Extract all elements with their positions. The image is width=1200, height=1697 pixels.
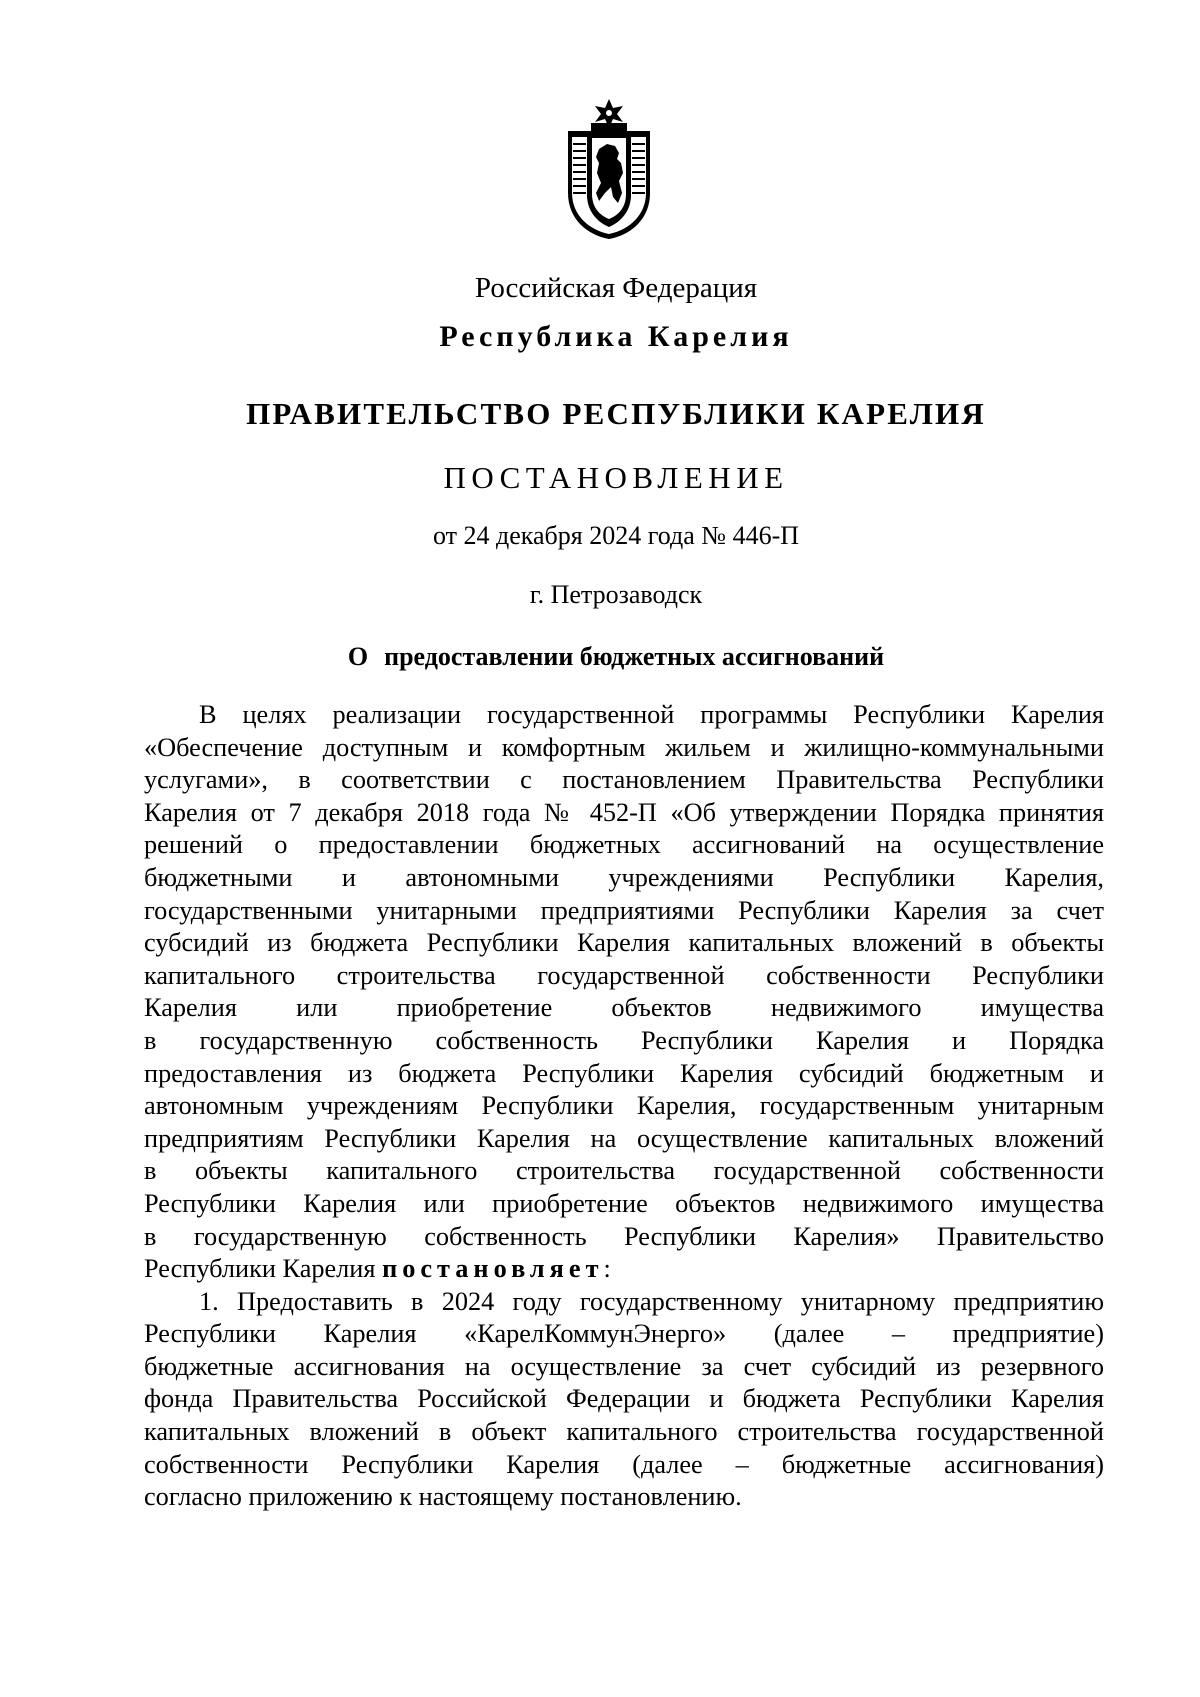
republic-name: Республика Карелия xyxy=(439,320,793,353)
decrees-colon: : xyxy=(603,1254,611,1284)
preamble-closing-text: Республики Карелия xyxy=(144,1254,376,1284)
preamble-line: В целях реализации государственной программы Республики Карелия xyxy=(199,700,1104,729)
preamble-line: услугами», в соответствии с постановлением Правительства Республики xyxy=(144,765,1104,795)
clause-line: фонда Правительства Российской Федерации и бюджета Республики Карелия xyxy=(144,1384,1104,1414)
preamble-line: субсидий из бюджета Республики Карелия капитальных вложений в объекты xyxy=(144,928,1104,958)
preamble-line: предоставления из бюджета Республики Карелия субсидий бюджетным и xyxy=(144,1058,1104,1088)
preamble-line: бюджетными и автономными учреждениями Республики Карелия, xyxy=(144,862,1104,892)
preamble-line: Республики Карелия или приобретение объектов недвижимого имущества xyxy=(144,1188,1104,1218)
subject-prefix: О xyxy=(347,642,369,671)
clause-line: капитальных вложений в объект капитального строительства государственной xyxy=(144,1417,1104,1447)
preamble-line: Карелия или приобретение объектов недвижимого имущества xyxy=(144,993,1104,1023)
preamble-line: Карелия от 7 декабря 2018 года № 452-П «Об утверждении Порядка принятия xyxy=(144,797,1104,827)
clause-line: собственности Республики Карелия (далее – бюджетные ассигнования) xyxy=(144,1449,1104,1479)
clause-line: 1. Предоставить в 2024 году государственному унитарному предприятию xyxy=(199,1286,1104,1316)
document-subject xyxy=(0,642,1200,672)
clause-line: Республики Карелия «КарелКоммунЭнерго» (далее – предприятие) xyxy=(144,1319,1104,1349)
preamble-line: капитального строительства государственной собственности Республики xyxy=(144,960,1104,990)
karelia-coat-of-arms-icon xyxy=(563,97,655,241)
document-city: г. Петрозаводск xyxy=(529,580,703,609)
preamble-line: автономным учреждениям Республики Карелия, государственным унитарным xyxy=(144,1091,1104,1121)
document-body xyxy=(144,699,1104,1514)
document-date-number: от 24 декабря 2024 года № 446-П xyxy=(432,521,800,550)
preamble-line: в государственную собственность Республики Карелия и Порядка xyxy=(144,1025,1104,1055)
clause-line: согласно приложению к настоящему постановлению. xyxy=(144,1482,742,1512)
preamble-line: в государственную собственность Республики Карелия» Правительство xyxy=(144,1221,1104,1251)
government-name: ПРАВИТЕЛЬСТВО РЕСПУБЛИКИ КАРЕЛИЯ xyxy=(246,396,986,431)
decrees-word: постановляет xyxy=(382,1254,604,1284)
preamble-line: решений о предоставлении бюджетных ассигнований на осуществление xyxy=(144,830,1104,860)
subject-text: предоставлении бюджетных ассигнований xyxy=(384,642,885,671)
preamble-line: «Обеспечение доступным и комфортным жильем и жилищно-коммунальными xyxy=(144,732,1104,762)
country-name: Российская Федерация xyxy=(474,272,758,304)
clause-line: бюджетные ассигнования на осуществление за счет субсидий из резервного xyxy=(144,1351,1104,1381)
preamble-line: в объекты капитального строительства государственной собственности xyxy=(144,1156,1104,1186)
preamble-closing-line xyxy=(144,1253,1104,1286)
preamble-line: государственными унитарными предприятиями Республики Карелия за счет xyxy=(144,895,1104,925)
preamble-line: предприятиям Республики Карелия на осуществление капитальных вложений xyxy=(144,1123,1104,1153)
document-type: ПОСТАНОВЛЕНИЕ xyxy=(443,460,789,495)
